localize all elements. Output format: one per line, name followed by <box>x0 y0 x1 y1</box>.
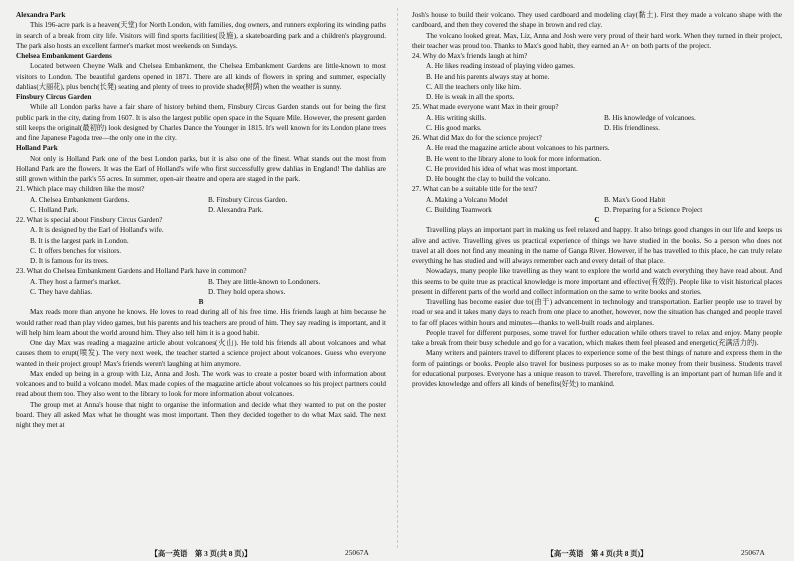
passage-c-paragraph: People travel for different purposes, some travel for further education while others travel to relax and enjoy. Many people take a break from their busy schedule and go for a vacation, which makes them feel pleased and energetic(充满活力的). <box>412 328 782 347</box>
option-a: A. Chelsea Embankment Gardens. <box>30 195 130 204</box>
option-b: B. His knowledge of volcanoes. <box>604 113 696 122</box>
question-25 <box>412 102 782 133</box>
question-stem: 25. What made everyone want Max in their group? <box>412 103 559 112</box>
option-c: C. He provided his idea of what was most important. <box>426 164 578 173</box>
passage-b-paragraph: One day Max was reading a magazine article about volcanoes(火山). He told his friends all about volcanoes and what causes them to erupt(喷发). The very next week, the teacher started a science project about volcanoes. Guess who everyone wanted in their project group! Max's friends weren't laughing at him anymore. <box>16 339 386 368</box>
option-b: B. They are little-known to Londoners. <box>208 277 321 286</box>
passage-c-paragraph: Travelling plays an important part in making us feel relaxed and happy. It also brings good changes in our life and keeps us alive and active. Travelling gives us practical experience of things we have studied in the books. So a person who does not travel at all does not find any meaning in the name of Ganga River. However, if he has travelled to this place, he can truly relate everything he has studied and will always remember each and every detail of that place. <box>412 226 782 265</box>
text-finsbury-garden: While all London parks have a fair share of history behind them, Finsbury Circus Garden stands out for being the first public park in the city, dating from 1607. It is also the largest public open space in the Square Mile. However, the present garden still keeps the original(最初的) look designed by Charles Dance the Younger in 1815. It's well known for its London plane trees and fine Japanese Pagoda tree—the only one in the city. <box>16 103 386 142</box>
passage-c-paragraph: Nowadays, many people like travelling as they want to explore the world and watch everything they have read about. And this seems to be quite true as practical knowledge is more important and effective(有效的). People like to visit historical places present in different parts of the world and collect information on the same to write books and stories. <box>412 267 782 296</box>
option-d: D. Preparing for a Science Project <box>604 205 703 214</box>
heading-holland-park: Holland Park <box>16 144 58 153</box>
option-b: B. It is the largest park in London. <box>30 236 129 245</box>
footer-page-label: 【高一英语 第 4 页(共 8 页)】 <box>546 549 648 558</box>
option-d: D. They hold opera shows. <box>208 287 286 296</box>
question-stem: 24. Why do Max's friends laugh at him? <box>412 52 528 60</box>
heading-chelsea-gardens: Chelsea Embankment Gardens <box>16 52 112 60</box>
option-b: B. Finsbury Circus Garden. <box>208 195 288 204</box>
question-24 <box>412 51 782 102</box>
question-27 <box>412 184 782 215</box>
section-label-c: C <box>594 216 600 224</box>
page-4 <box>412 10 782 546</box>
question-stem: 22. What is special about Finsbury Circus Garden? <box>16 216 163 224</box>
passage-b-paragraph: Josh's house to build their volcano. They used cardboard and modeling clay(黏土). First they made a volcano shape with the cardboard, and then they covered the shape in brown and red clay. <box>412 11 782 30</box>
option-d: D. Alexandra Park. <box>208 205 264 214</box>
option-d: D. His friendliness. <box>604 123 660 132</box>
option-a: A. They host a farmer's market. <box>30 277 121 286</box>
option-c: C. All the teachers only like him. <box>426 82 522 91</box>
page-3-footer <box>16 548 386 559</box>
option-d: D. He bought the clay to build the volcano. <box>426 175 551 183</box>
passage-b-paragraph: The volcano looked great. Max, Liz, Anna and Josh were very proud of their hard work. When they turned in their project, their teacher was proud too. Thanks to Max's good habit, they earned an A+ on both parts of the project. <box>412 31 782 50</box>
question-23 <box>16 266 386 297</box>
page-4-footer <box>412 548 782 559</box>
question-stem: 26. What did Max do for the science project? <box>412 134 542 142</box>
page-divider <box>397 8 398 548</box>
option-b: B. He went to the library alone to look for more information. <box>426 154 602 163</box>
question-21 <box>16 184 386 215</box>
passage-c-paragraph: Many writers and painters travel to different places to experience some of the best things of nature and express them in the form of paintings or books. People also travel for business purposes so as to make money from their business. Students travel for educational purposes. Everyone has a unique reason to travel. Therefore, travelling is an important part of human life and it provides knowledge and offers all kinds of benefits(好处) to mankind. <box>412 349 782 388</box>
passage-b-paragraph: Max ended up being in a group with Liz, Anna and Josh. The work was to create a poster board with information about volcanoes and to build a volcano model. Max made copies of the magazine article about volcanoes so his project partners could read about them too. They also went to the library to look for more information about volcanoes. <box>16 369 386 399</box>
question-26 <box>412 133 782 184</box>
option-c: C. They have dahlias. <box>30 287 93 296</box>
text-chelsea-gardens: Located between Cheyne Walk and Chelsea Embankment, the Chelsea Embankment Gardens are little-known to most visitors to London. The beautiful gardens opened in 1871. There are all kinds of flowers in spring and summer, especially dahlias(大丽花), plus bench(长凳) seating and plenty of trees to provide shade(树荫) when the weather is sunny. <box>16 62 386 91</box>
question-stem: 21. Which place may children like the most? <box>16 185 145 194</box>
text-holland-park: Not only is Holland Park one of the best London parks, but it is also one of the finest. What stands out the most from Holland Park are the flowers. It was the Earl of Holland's wife who first successfully grew dahlias in England! The dahlias are still grown within the park's 55 acres. In summer, open-air theatre and opera are staged in the park. <box>16 154 386 183</box>
footer-code: 25067A <box>741 548 765 557</box>
footer-code: 25067A <box>345 548 369 557</box>
section-label-b: B <box>198 298 204 306</box>
option-a: A. He read the magazine article about volcanoes to his partners. <box>426 144 610 153</box>
question-stem: 27. What can be a suitable title for the text? <box>412 185 538 194</box>
passage-b-paragraph: Max reads more than anyone he knows. He loves to read during all of his free time. His friends laugh at him because he would rather read than play video games, but his parents and his teachers are proud of him. They say reading is important, and it will help him learn about the world around him. They also tell him it is a good habit. <box>16 308 386 337</box>
footer-page-label: 【高一英语 第 3 页(共 8 页)】 <box>150 549 252 558</box>
heading-finsbury-garden: Finsbury Circus Garden <box>16 93 92 101</box>
passage-b-paragraph: The group met at Anna's house that night to organise the information and decide what they wanted to put on the poster board. They all asked Max what he thought was most important. Then they decided together to do what Max said. The next night they met at <box>16 400 386 429</box>
text-alexandra-park: This 196-acre park is a heaven(天堂) for North London, with families, dog owners, and runners exploring its winding paths in search of a break from city life. Visitors will find sports facilities(设施), a skateboarding park and a children's playground. The park also hosts an excellent farmer's market most weekends on Sundays. <box>16 21 386 50</box>
option-b: B. Max's Good Habit <box>604 195 666 204</box>
option-a: A. It is designed by the Earl of Holland's wife. <box>30 226 164 235</box>
question-22 <box>16 215 386 266</box>
option-d: D. He is weak in all the sports. <box>426 93 515 101</box>
option-a: A. He likes reading instead of playing video games. <box>426 62 575 71</box>
option-c: C. Holland Park. <box>30 205 79 214</box>
option-c: C. His good marks. <box>426 123 482 132</box>
option-a: A. His writing skills. <box>426 113 487 122</box>
option-d: D. It is famous for its trees. <box>30 257 109 265</box>
option-c: C. Building Teamwork <box>426 205 492 214</box>
option-b: B. He and his parents always stay at home. <box>426 72 550 81</box>
page-3 <box>16 10 386 546</box>
option-a: A. Making a Volcano Model <box>426 195 508 204</box>
question-stem: 23. What do Chelsea Embankment Gardens and Holland Park have in common? <box>16 267 247 276</box>
heading-alexandra-park: Alexandra Park <box>16 11 66 19</box>
passage-c-paragraph: Travelling has become easier due to(由于) advancement in technology and transportation. Earlier people use to travel by road or sea and it takes many days to reach from one place to another, however, now the situation has changed and people travel to far off places within hours and minutes—thanks to well-built roads and airplanes. <box>412 298 782 327</box>
option-c: C. It offers benches for visitors. <box>30 246 122 255</box>
